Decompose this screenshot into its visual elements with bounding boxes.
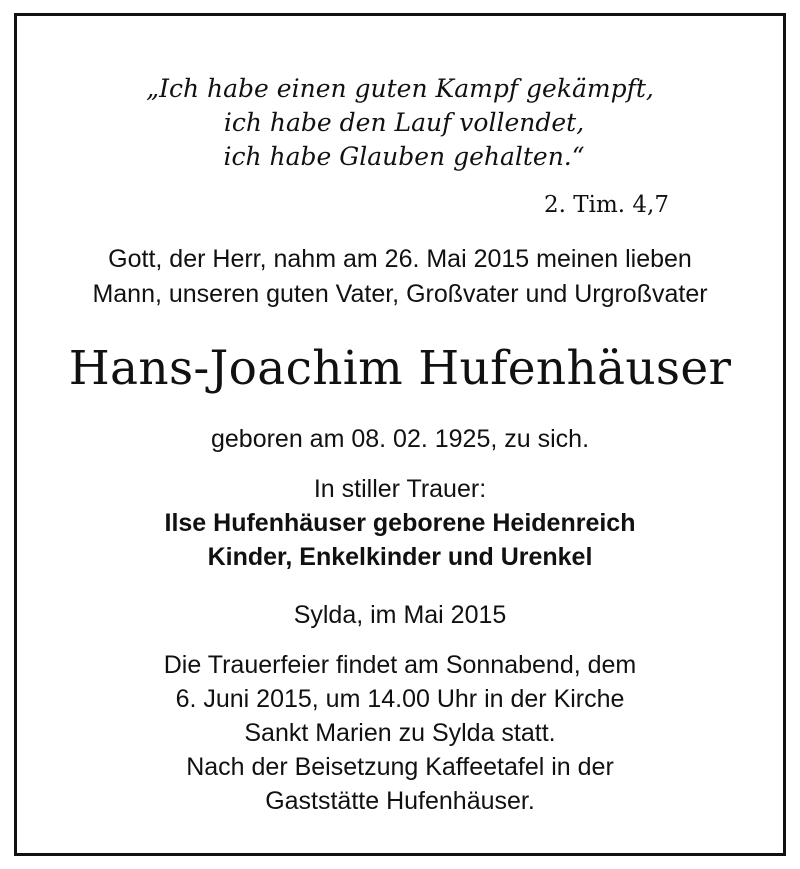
mourning-block <box>17 472 783 574</box>
mourner-name: Kinder, Enkelkinder und Urenkel <box>207 543 593 571</box>
service-line: 6. Juni 2015, um 14.00 Uhr in der Kirche <box>175 685 625 713</box>
mourning-heading: In stiller Trauer: <box>313 475 487 503</box>
quote-line: ich habe den Lauf vollendet, <box>223 108 585 137</box>
quote-line: ich habe Glauben gehalten.“ <box>223 142 585 171</box>
service-line: Sankt Marien zu Sylda statt. <box>244 719 556 747</box>
service-line: Gaststätte Hufenhäuser. <box>265 787 535 815</box>
intro-text <box>17 242 783 312</box>
funeral-service-info <box>17 648 783 818</box>
birth-info: geboren am 08. 02. 1925, zu sich. <box>210 425 590 453</box>
bible-quote <box>17 72 783 174</box>
mourner-name: Ilse Hufenhäuser geborene Heidenreich <box>164 509 636 537</box>
service-line: Nach der Beisetzung Kaffeetafel in der <box>186 753 614 781</box>
obituary-frame <box>14 13 786 856</box>
bible-reference: 2. Tim. 4,7 <box>544 192 669 218</box>
service-line: Die Trauerfeier findet am Sonnabend, dem <box>163 651 637 679</box>
quote-line: „Ich habe einen guten Kampf gekämpft, <box>146 74 654 103</box>
place-date: Sylda, im Mai 2015 <box>293 601 507 629</box>
intro-line: Gott, der Herr, nahm am 26. Mai 2015 meinen lieben <box>108 245 692 273</box>
intro-line: Mann, unseren guten Vater, Großvater und Urgroßvater <box>92 280 708 308</box>
deceased-name: Hans-Joachim Hufenhäuser <box>68 341 732 396</box>
